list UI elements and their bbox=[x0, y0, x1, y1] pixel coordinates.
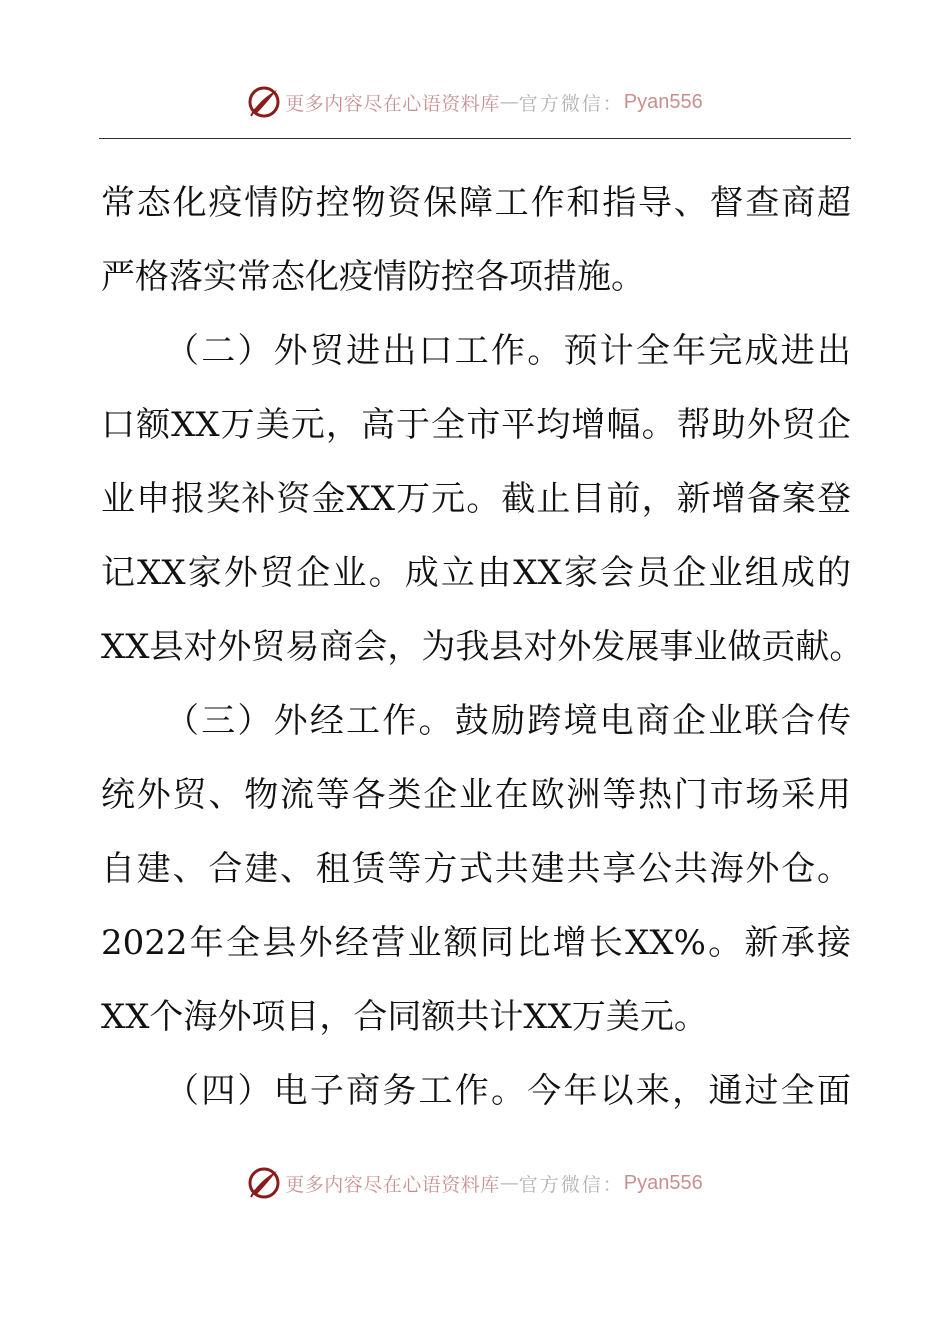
text-line: XX县对外贸易商会，为我县对外发展事业做贡献。 bbox=[101, 627, 864, 667]
watermark-wechat-id: Pyan556 bbox=[623, 90, 703, 113]
header-watermark bbox=[0, 82, 950, 122]
text-line: 常态化疫情防控物资保障工作和指导、督查商超 bbox=[101, 183, 851, 223]
watermark-dash: — bbox=[499, 1172, 519, 1194]
text-line: XX个海外项目，合同额共计XX万美元。 bbox=[101, 997, 708, 1037]
watermark-wechat-id: Pyan556 bbox=[623, 1171, 703, 1194]
footer-watermark bbox=[0, 1163, 950, 1203]
document-body bbox=[101, 166, 864, 1128]
text-line: 2022年全县外经营业额同比增长XX%。新承接 bbox=[101, 923, 851, 963]
text-line: 统外贸、物流等各类企业在欧洲等热门市场采用 bbox=[101, 775, 851, 815]
watermark-text: 更多内容尽在心语资料库 bbox=[285, 1173, 500, 1196]
watermark-wechat-label: 官方微信： bbox=[518, 92, 624, 115]
watermark-wechat-label: 官方微信： bbox=[518, 1173, 624, 1196]
section-heading-line: （三）外经工作。鼓励跨境电商企业联合传 bbox=[165, 701, 851, 741]
header-divider bbox=[99, 138, 851, 139]
text-line: 口额XX万美元，高于全市平均增幅。帮助外贸企 bbox=[101, 405, 851, 445]
text-line: 记XX家外贸企业。成立由XX家会员企业组成的 bbox=[101, 553, 851, 593]
text-line: 业申报奖补资金XX万元。截止目前，新增备案登 bbox=[101, 479, 851, 519]
text-line: 严格落实常态化疫情防控各项措施。 bbox=[101, 257, 645, 297]
watermark-text: 更多内容尽在心语资料库 bbox=[285, 92, 500, 115]
quill-logo-icon bbox=[247, 1166, 281, 1200]
quill-logo-icon bbox=[247, 85, 281, 119]
text-line: 自建、合建、租赁等方式共建共享公共海外仓。 bbox=[101, 849, 851, 889]
watermark-dash: — bbox=[499, 91, 519, 113]
section-heading-line: （二）外贸进出口工作。预计全年完成进出 bbox=[165, 331, 851, 371]
section-heading-line: （四）电子商务工作。今年以来，通过全面 bbox=[165, 1071, 851, 1111]
